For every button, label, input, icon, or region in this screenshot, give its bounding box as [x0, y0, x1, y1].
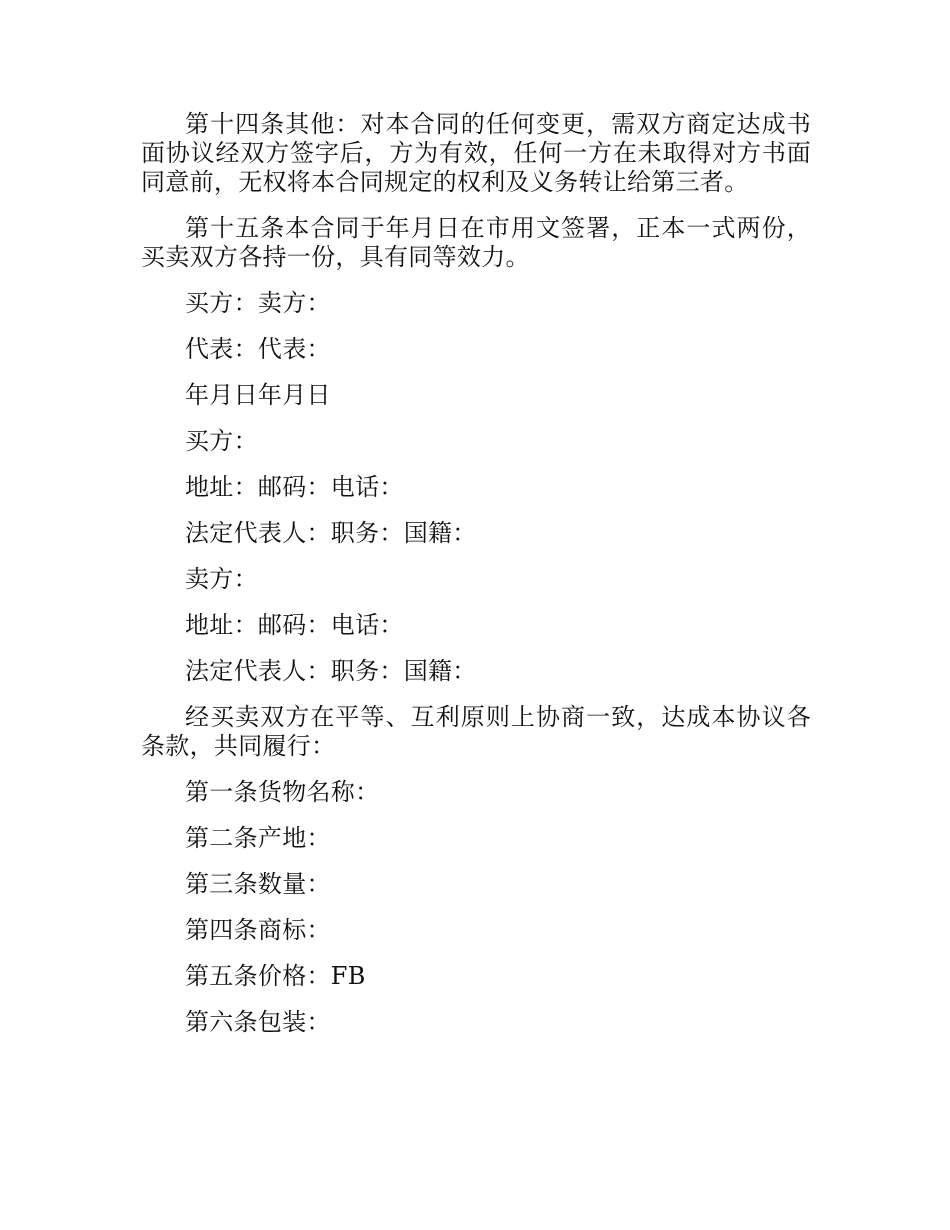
seller-heading: 卖方： [185, 565, 258, 593]
signature-parties-line: 买方：卖方： [185, 289, 331, 317]
buyer-address-line: 地址：邮码：电话： [185, 473, 404, 501]
document-body [141, 110, 811, 1054]
seller-legal-representative-line: 法定代表人：职务：国籍： [185, 657, 477, 685]
buyer-legal-representative-line: 法定代表人：职务：国籍： [185, 519, 477, 547]
clause-1-goods-name: 第一条货物名称： [185, 778, 380, 806]
seller-address-line: 地址：邮码：电话： [185, 611, 404, 639]
clause-6-packaging: 第六条包装： [185, 1008, 331, 1036]
buyer-heading: 买方： [185, 427, 258, 455]
clause-2-origin: 第二条产地： [185, 824, 331, 852]
signature-representatives-line: 代表：代表： [185, 335, 331, 363]
clause-3-quantity: 第三条数量： [185, 870, 331, 898]
clause-4-trademark: 第四条商标： [185, 916, 331, 944]
agreement-preamble: 经买卖双方在平等、互利原则上协商一致，达成本协议各条款，共同履行： [141, 703, 811, 760]
clause-15-signing: 第十五条本合同于年月日在市用文签署，正本一式两份，买卖双方各持一份，具有同等效力。 [141, 214, 811, 271]
signature-dates-line: 年月日年月日 [185, 381, 331, 409]
clause-5-price: 第五条价格：FB [185, 962, 366, 990]
clause-14-other: 第十四条其他：对本合同的任何变更，需双方商定达成书面协议经双方签字后，方为有效，任何一方在未取得对方书面同意前，无权将本合同规定的权利及义务转让给第三者。 [141, 110, 811, 196]
